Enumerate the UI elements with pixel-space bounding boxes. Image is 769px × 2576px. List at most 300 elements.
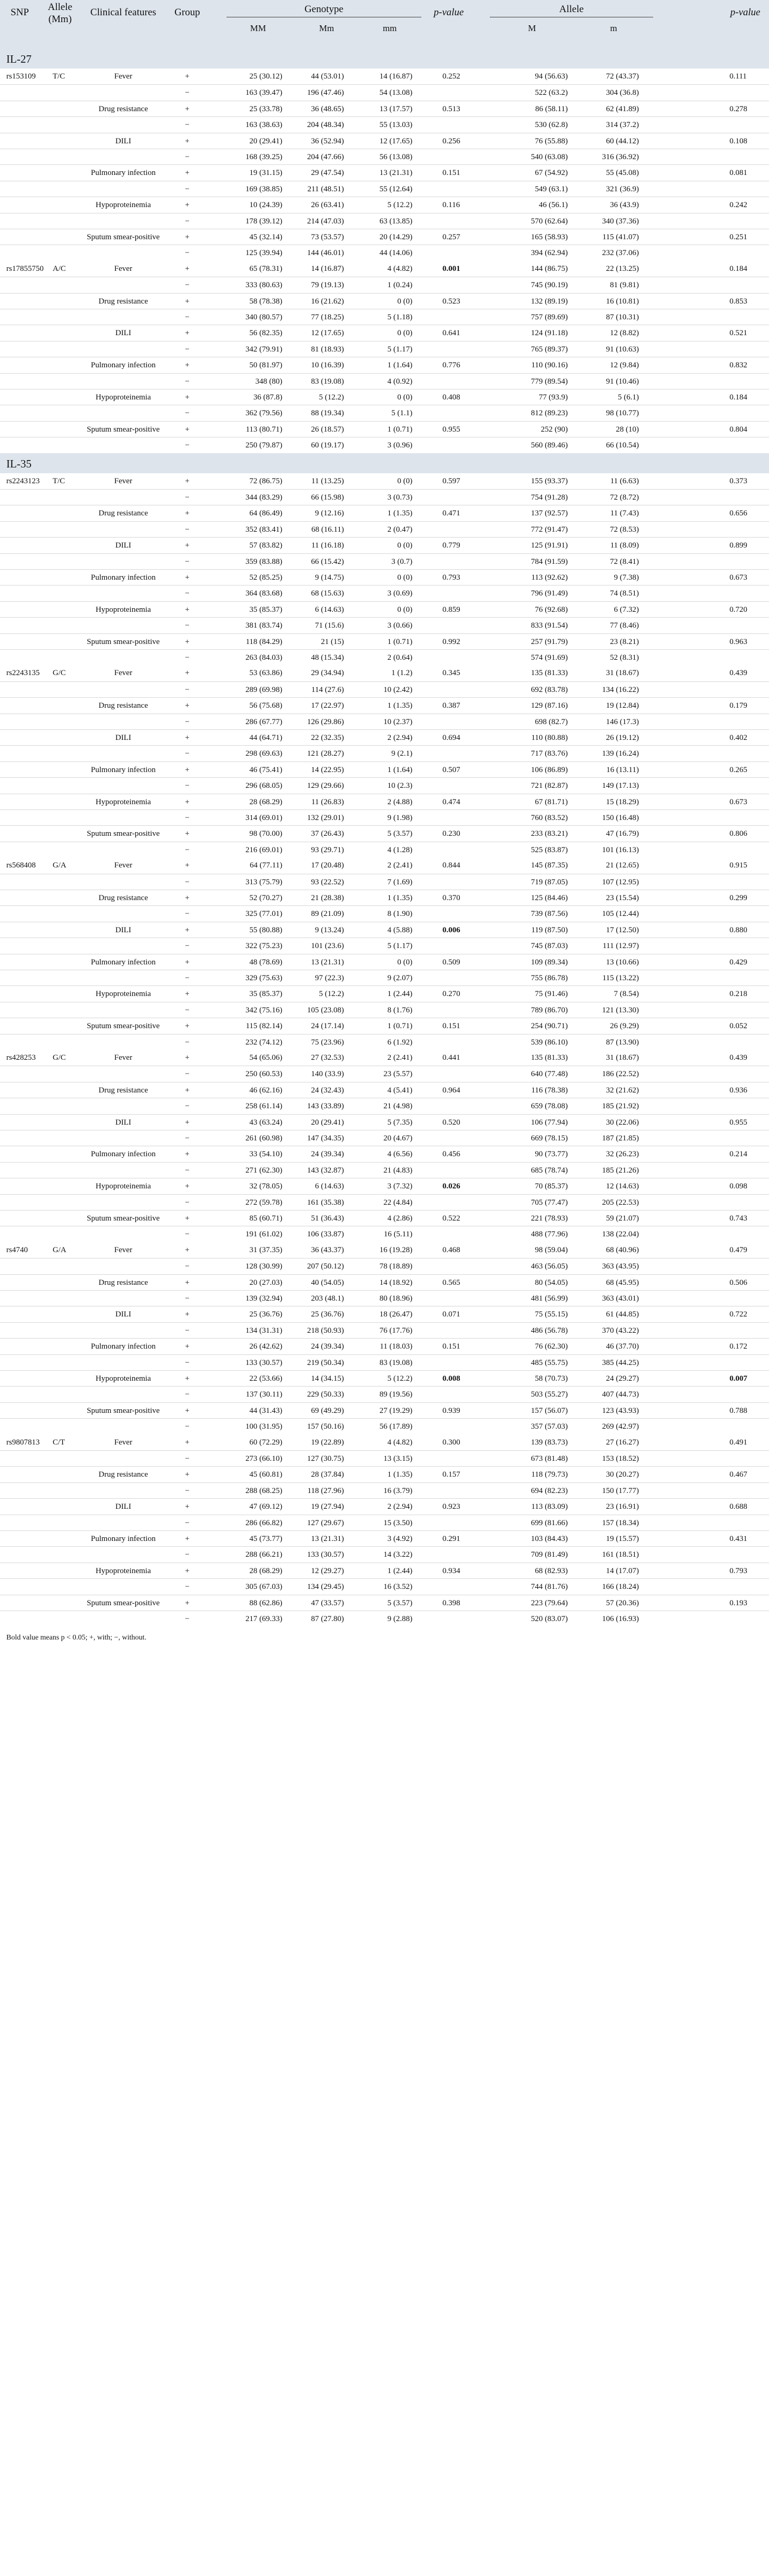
genotype-Mm: 22 (32.35) xyxy=(311,734,344,742)
allele-pvalue: 0.172 xyxy=(729,1342,747,1351)
allele-M: 67 (54.92) xyxy=(535,169,568,177)
genotype-MM: 381 (83.74) xyxy=(245,621,282,630)
allele-m: 123 (43.93) xyxy=(602,1407,639,1415)
table-row xyxy=(0,1611,769,1627)
genotype-MM: 45 (32.14) xyxy=(249,233,282,241)
genotype-MM: 272 (59.78) xyxy=(245,1198,282,1207)
table-row xyxy=(0,633,769,650)
genotype-Mm: 89 (21.09) xyxy=(311,910,344,918)
genotype-mm: 2 (2.94) xyxy=(387,1502,412,1511)
allele-M: 94 (56.63) xyxy=(535,72,568,81)
snp-id: rs4740 xyxy=(6,1246,28,1254)
table-row xyxy=(0,1178,769,1194)
allele-pvalue: 0.963 xyxy=(729,638,747,646)
table-row xyxy=(0,437,769,453)
allele-m: 11 (7.43) xyxy=(610,509,639,518)
genotype-Mm: 44 (53.01) xyxy=(311,72,344,81)
genotype-MM: 113 (80.71) xyxy=(245,425,282,434)
genotype-Mm: 129 (29.66) xyxy=(307,782,344,790)
header-mm: mm xyxy=(382,23,397,33)
group-sign: − xyxy=(185,686,190,694)
clinical-feature: Sputum smear-positive xyxy=(86,1022,160,1030)
allele-pvalue: 0.299 xyxy=(729,894,747,902)
allele-M: 463 (56.05) xyxy=(531,1262,568,1271)
genotype-Mm: 26 (63.41) xyxy=(311,201,344,209)
genotype-mm: 22 (4.84) xyxy=(383,1198,412,1207)
clinical-feature: Fever xyxy=(114,1438,133,1447)
genotype-pvalue: 0.513 xyxy=(442,105,460,113)
clinical-feature: Pulmonary infection xyxy=(91,169,156,177)
group-sign: − xyxy=(185,1198,190,1207)
allele-M: 116 (78.38) xyxy=(531,1086,568,1095)
table-row xyxy=(0,1482,769,1499)
allele-pvalue: 0.673 xyxy=(729,573,747,582)
group-sign: + xyxy=(185,1535,190,1543)
genotype-pvalue: 0.252 xyxy=(442,72,460,81)
genotype-MM: 137 (30.11) xyxy=(245,1390,282,1399)
allele-pvalue: 0.743 xyxy=(729,1214,747,1223)
allele-M: 76 (62.30) xyxy=(535,1342,568,1351)
clinical-feature: Hypoproteinemia xyxy=(95,393,151,402)
table-row xyxy=(0,585,769,601)
genotype-MM: 288 (68.25) xyxy=(245,1487,282,1495)
group-sign: − xyxy=(185,493,190,502)
allele-m: 23 (15.54) xyxy=(606,894,639,902)
group-sign: + xyxy=(185,541,190,550)
allele-M: 560 (89.46) xyxy=(531,441,568,450)
genotype-MM: 72 (86.75) xyxy=(249,477,282,485)
group-sign: + xyxy=(185,1214,190,1223)
allele-M: 784 (91.59) xyxy=(531,558,568,566)
allele-m: 47 (16.79) xyxy=(606,830,639,838)
genotype-Mm: 87 (27.80) xyxy=(311,1615,344,1623)
group-sign: + xyxy=(185,1086,190,1095)
group-sign: − xyxy=(185,121,190,129)
allele-pvalue: 0.184 xyxy=(729,265,747,273)
genotype-Mm: 14 (16.87) xyxy=(311,265,344,273)
allele-M: 132 (89.19) xyxy=(531,297,568,306)
genotype-mm: 11 (18.03) xyxy=(380,1342,412,1351)
allele-m: 314 (37.2) xyxy=(606,121,639,129)
group-sign: − xyxy=(185,1455,190,1463)
genotype-pvalue: 0.398 xyxy=(442,1599,460,1607)
genotype-MM: 26 (42.62) xyxy=(249,1342,282,1351)
allele-M: 113 (92.62) xyxy=(531,573,568,582)
genotype-Mm: 66 (15.98) xyxy=(311,493,344,502)
genotype-pvalue: 0.844 xyxy=(442,861,460,870)
table-row xyxy=(0,1210,769,1226)
clinical-feature: Hypoproteinemia xyxy=(95,1567,151,1575)
allele-m: 59 (21.07) xyxy=(606,1214,639,1223)
allele-m: 111 (12.97) xyxy=(603,942,639,950)
clinical-feature: Sputum smear-positive xyxy=(86,638,160,646)
header-allele-group: Allele xyxy=(559,4,584,15)
genotype-Mm: 27 (32.53) xyxy=(311,1053,344,1062)
genotype-MM: 44 (31.43) xyxy=(249,1407,282,1415)
genotype-MM: 322 (75.23) xyxy=(245,942,282,950)
genotype-Mm: 196 (47.46) xyxy=(307,89,344,97)
genotype-mm: 2 (0.47) xyxy=(387,525,412,534)
genotype-MM: 35 (85.37) xyxy=(249,990,282,998)
allele-m: 363 (43.01) xyxy=(602,1294,639,1303)
clinical-feature: Drug resistance xyxy=(98,701,148,710)
group-sign: + xyxy=(185,1279,190,1287)
genotype-MM: 261 (60.98) xyxy=(245,1134,282,1143)
table-row xyxy=(0,617,769,633)
genotype-mm: 9 (2.88) xyxy=(387,1615,412,1623)
genotype-pvalue: 0.291 xyxy=(442,1535,460,1543)
genotype-MM: 100 (31.95) xyxy=(245,1422,282,1431)
allele-m: 185 (21.26) xyxy=(602,1166,639,1175)
genotype-mm: 1 (1.35) xyxy=(387,894,412,902)
allele-code: G/A xyxy=(53,1246,66,1254)
genotype-pvalue: 0.257 xyxy=(442,233,460,241)
genotype-Mm: 40 (54.05) xyxy=(311,1279,344,1287)
allele-pvalue: 0.265 xyxy=(729,766,747,774)
header-MM: MM xyxy=(250,23,267,33)
table-row xyxy=(0,149,769,165)
group-sign: + xyxy=(185,861,190,870)
genotype-MM: 362 (79.56) xyxy=(245,409,282,417)
allele-m: 16 (13.11) xyxy=(606,766,639,774)
group-sign: − xyxy=(185,1294,190,1303)
genotype-Mm: 127 (29.67) xyxy=(307,1519,344,1527)
genotype-mm: 1 (1.35) xyxy=(387,1470,412,1479)
table-row xyxy=(0,809,769,826)
genotype-pvalue: 0.151 xyxy=(442,169,460,177)
genotype-MM: 50 (81.97) xyxy=(249,361,282,369)
genotype-Mm: 71 (15.6) xyxy=(315,621,344,630)
clinical-feature: Pulmonary infection xyxy=(91,361,156,369)
genotype-mm: 0 (0) xyxy=(397,329,412,337)
group-sign: − xyxy=(185,1550,190,1559)
allele-m: 36 (43.9) xyxy=(610,201,639,209)
allele-m: 57 (20.36) xyxy=(606,1599,639,1607)
table-row xyxy=(0,1146,769,1162)
genotype-MM: 85 (60.71) xyxy=(249,1214,282,1223)
genotype-Mm: 29 (47.54) xyxy=(311,169,344,177)
table-row xyxy=(0,245,769,261)
clinical-feature: Pulmonary infection xyxy=(91,573,156,582)
genotype-Mm: 9 (12.16) xyxy=(315,509,344,518)
group-sign: − xyxy=(185,1359,190,1367)
genotype-Mm: 36 (43.37) xyxy=(311,1246,344,1254)
group-sign: − xyxy=(185,1615,190,1623)
genotype-mm: 20 (14.29) xyxy=(379,233,412,241)
allele-M: 124 (91.18) xyxy=(531,329,568,337)
allele-m: 205 (22.53) xyxy=(602,1198,639,1207)
genotype-Mm: 11 (13.25) xyxy=(311,477,344,485)
allele-M: 70 (85.37) xyxy=(535,1182,568,1191)
genotype-Mm: 5 (12.2) xyxy=(319,990,344,998)
group-sign: + xyxy=(185,766,190,774)
allele-m: 157 (18.34) xyxy=(602,1519,639,1527)
clinical-feature: Sputum smear-positive xyxy=(86,425,160,434)
group-sign: + xyxy=(185,329,190,337)
allele-m: 19 (12.84) xyxy=(606,701,639,710)
genotype-Mm: 211 (48.51) xyxy=(307,185,344,193)
genotype-mm: 21 (4.98) xyxy=(383,1102,412,1110)
genotype-pvalue: 0.468 xyxy=(442,1246,460,1254)
genotype-mm: 16 (3.79) xyxy=(383,1487,412,1495)
genotype-pvalue: 0.923 xyxy=(442,1502,460,1511)
genotype-pvalue: 0.370 xyxy=(442,894,460,902)
clinical-feature: DILI xyxy=(115,541,131,550)
allele-M: 525 (83.87) xyxy=(531,846,568,854)
table-row xyxy=(0,473,769,489)
genotype-mm: 1 (0.71) xyxy=(387,1022,412,1030)
genotype-mm: 0 (0) xyxy=(397,477,412,485)
group-sign: + xyxy=(185,894,190,902)
genotype-Mm: 203 (48.1) xyxy=(311,1294,344,1303)
allele-m: 68 (40.96) xyxy=(606,1246,639,1254)
allele-pvalue: 0.439 xyxy=(729,669,747,677)
table-row xyxy=(0,1354,769,1371)
allele-M: 165 (58.93) xyxy=(531,233,568,241)
allele-m: 16 (10.81) xyxy=(606,297,639,306)
group-sign: − xyxy=(185,1134,190,1143)
genotype-pvalue: 0.934 xyxy=(442,1567,460,1575)
allele-M: 68 (82.93) xyxy=(535,1567,568,1575)
genotype-Mm: 51 (36.43) xyxy=(311,1214,344,1223)
table-row xyxy=(0,569,769,586)
genotype-Mm: 121 (28.27) xyxy=(307,749,344,758)
allele-m: 101 (16.13) xyxy=(602,846,639,854)
group-sign: − xyxy=(185,1166,190,1175)
genotype-Mm: 19 (27.94) xyxy=(311,1502,344,1511)
group-sign: − xyxy=(185,814,190,822)
allele-M: 721 (82.87) xyxy=(531,782,568,790)
group-sign: + xyxy=(185,509,190,518)
genotype-pvalue: 0.964 xyxy=(442,1086,460,1095)
group-sign: + xyxy=(185,798,190,806)
genotype-Mm: 66 (15.42) xyxy=(311,558,344,566)
genotype-Mm: 19 (22.89) xyxy=(311,1438,344,1447)
allele-m: 72 (8.72) xyxy=(610,493,639,502)
allele-pvalue: 0.722 xyxy=(729,1310,747,1319)
genotype-pvalue: 0.441 xyxy=(442,1053,460,1062)
allele-pvalue: 0.431 xyxy=(729,1535,747,1543)
clinical-feature: Pulmonary infection xyxy=(91,958,156,967)
allele-code: G/C xyxy=(53,1053,66,1062)
allele-pvalue: 0.108 xyxy=(729,137,747,145)
genotype-Mm: 60 (19.17) xyxy=(311,441,344,450)
genotype-MM: 56 (82.35) xyxy=(249,329,282,337)
clinical-feature: Fever xyxy=(114,265,133,273)
clinical-feature: Sputum smear-positive xyxy=(86,1214,160,1223)
allele-M: 125 (84.46) xyxy=(531,894,568,902)
allele-pvalue: 0.804 xyxy=(729,425,747,434)
clinical-feature: Sputum smear-positive xyxy=(86,1407,160,1415)
allele-M: 698 (82.7) xyxy=(535,718,568,726)
allele-pvalue: 0.656 xyxy=(729,509,747,518)
genotype-mm: 3 (7.32) xyxy=(387,1182,412,1191)
allele-M: 357 (57.03) xyxy=(531,1422,568,1431)
group-sign: + xyxy=(185,1502,190,1511)
table-row xyxy=(0,777,769,794)
group-sign: + xyxy=(185,425,190,434)
genotype-pvalue: 0.008 xyxy=(442,1374,460,1383)
header-allele: Allele xyxy=(47,2,73,13)
table-row xyxy=(0,133,769,149)
table-row xyxy=(0,1370,769,1387)
genotype-mm: 13 (3.15) xyxy=(383,1455,412,1463)
genotype-mm: 56 (13.08) xyxy=(379,153,412,161)
genotype-Mm: 73 (53.57) xyxy=(311,233,344,241)
table-row xyxy=(0,857,769,873)
allele-M: 659 (78.08) xyxy=(531,1102,568,1110)
genotype-pvalue: 0.522 xyxy=(442,1214,460,1223)
table-row xyxy=(0,985,769,1002)
allele-code: G/A xyxy=(53,861,66,870)
genotype-Mm: 24 (39.34) xyxy=(311,1150,344,1158)
table-row xyxy=(0,762,769,778)
group-sign: − xyxy=(185,153,190,161)
allele-M: 157 (56.07) xyxy=(531,1407,568,1415)
allele-M: 221 (78.93) xyxy=(531,1214,568,1223)
table-row xyxy=(0,1162,769,1178)
genotype-mm: 3 (0.69) xyxy=(387,589,412,598)
allele-m: 23 (16.91) xyxy=(606,1502,639,1511)
allele-m: 187 (21.85) xyxy=(602,1134,639,1143)
snp-id: rs2243135 xyxy=(6,669,40,677)
genotype-Mm: 16 (21.62) xyxy=(311,297,344,306)
group-sign: − xyxy=(185,653,190,662)
genotype-MM: 168 (39.25) xyxy=(245,153,282,161)
group-sign: + xyxy=(185,169,190,177)
genotype-mm: 44 (14.06) xyxy=(379,249,412,257)
allele-M: 699 (81.66) xyxy=(531,1519,568,1527)
allele-m: 87 (13.90) xyxy=(606,1038,639,1047)
allele-M: 745 (90.19) xyxy=(531,281,568,289)
genotype-MM: 352 (83.41) xyxy=(245,525,282,534)
genotype-MM: 296 (68.05) xyxy=(245,782,282,790)
allele-M: 129 (87.16) xyxy=(531,701,568,710)
clinical-feature: Sputum smear-positive xyxy=(86,233,160,241)
group-sign: − xyxy=(185,1583,190,1591)
genotype-Mm: 106 (33.87) xyxy=(307,1230,344,1238)
clinical-feature: Drug resistance xyxy=(98,1279,148,1287)
genotype-MM: 289 (69.98) xyxy=(245,686,282,694)
allele-M: 77 (93.9) xyxy=(539,393,568,402)
genotype-pvalue: 0.694 xyxy=(442,734,460,742)
genotype-MM: 47 (69.12) xyxy=(249,1502,282,1511)
genotype-mm: 14 (18.92) xyxy=(379,1279,412,1287)
genotype-Mm: 93 (22.52) xyxy=(311,878,344,886)
genotype-mm: 5 (12.2) xyxy=(387,1374,412,1383)
table-row xyxy=(0,1290,769,1306)
group-sign: + xyxy=(185,1470,190,1479)
allele-m: 22 (13.25) xyxy=(606,265,639,273)
section-header-1 xyxy=(0,453,769,473)
genotype-mm: 4 (4.82) xyxy=(387,265,412,273)
genotype-Mm: 140 (33.9) xyxy=(311,1070,344,1078)
group-sign: − xyxy=(185,313,190,321)
table-row xyxy=(0,697,769,714)
group-sign: + xyxy=(185,1599,190,1607)
allele-M: 75 (55.15) xyxy=(535,1310,568,1319)
genotype-pvalue: 0.793 xyxy=(442,573,460,582)
genotype-MM: 178 (39.12) xyxy=(245,217,282,226)
allele-m: 19 (15.57) xyxy=(606,1535,639,1543)
group-sign: + xyxy=(185,1407,190,1415)
allele-m: 7 (8.54) xyxy=(614,990,639,998)
group-sign: + xyxy=(185,105,190,113)
group-sign: − xyxy=(185,525,190,534)
genotype-mm: 1 (1.64) xyxy=(387,766,412,774)
genotype-MM: 342 (75.16) xyxy=(245,1006,282,1014)
genotype-mm: 0 (0) xyxy=(397,297,412,306)
genotype-mm: 9 (1.98) xyxy=(387,814,412,822)
table-row xyxy=(0,842,769,858)
group-sign: − xyxy=(185,249,190,257)
genotype-mm: 5 (7.35) xyxy=(387,1118,412,1127)
genotype-Mm: 13 (21.31) xyxy=(311,1535,344,1543)
clinical-feature: Hypoproteinemia xyxy=(95,1182,151,1191)
header-Mm: Mm xyxy=(319,23,334,33)
header-genotype: Genotype xyxy=(304,4,343,15)
table-row xyxy=(0,505,769,521)
allele-m: 21 (12.65) xyxy=(606,861,639,870)
genotype-pvalue: 0.001 xyxy=(442,265,460,273)
allele-pvalue: 0.111 xyxy=(729,72,747,81)
table-row xyxy=(0,1450,769,1467)
clinical-feature: DILI xyxy=(115,1118,131,1127)
genotype-pvalue: 0.565 xyxy=(442,1279,460,1287)
allele-pvalue: 0.899 xyxy=(729,541,747,550)
allele-M: 570 (62.64) xyxy=(531,217,568,226)
table-row xyxy=(0,890,769,906)
snp-id: rs9807813 xyxy=(6,1438,40,1447)
group-sign: − xyxy=(185,377,190,386)
genotype-Mm: 26 (18.57) xyxy=(311,425,344,434)
group-sign: − xyxy=(185,345,190,354)
allele-m: 61 (44.85) xyxy=(606,1310,639,1319)
genotype-MM: 258 (61.14) xyxy=(245,1102,282,1110)
allele-pvalue: 0.439 xyxy=(729,1053,747,1062)
genotype-MM: 36 (87.8) xyxy=(253,393,282,402)
genotype-mm: 2 (4.88) xyxy=(387,798,412,806)
genotype-MM: 25 (33.78) xyxy=(249,105,282,113)
allele-m: 6 (7.32) xyxy=(614,606,639,614)
genotype-MM: 359 (83.88) xyxy=(245,558,282,566)
genotype-MM: 163 (38.63) xyxy=(245,121,282,129)
table-row xyxy=(0,938,769,954)
allele-code: T/C xyxy=(53,477,65,485)
allele-m: 304 (36.8) xyxy=(606,89,639,97)
table-row xyxy=(0,1130,769,1146)
allele-M: 488 (77.96) xyxy=(531,1230,568,1238)
genotype-pvalue: 0.939 xyxy=(442,1407,460,1415)
table-row xyxy=(0,1578,769,1595)
genotype-Mm: 21 (15) xyxy=(321,638,344,646)
allele-M: 98 (59.04) xyxy=(535,1246,568,1254)
allele-m: 28 (10) xyxy=(616,425,639,434)
table-row xyxy=(0,1050,769,1066)
allele-M: 223 (79.64) xyxy=(531,1599,568,1607)
genotype-pvalue: 0.641 xyxy=(442,329,460,337)
group-sign: − xyxy=(185,1038,190,1047)
allele-m: 13 (10.66) xyxy=(606,958,639,967)
allele-m: 186 (22.52) xyxy=(602,1070,639,1078)
clinical-feature: Hypoproteinemia xyxy=(95,990,151,998)
genotype-Mm: 81 (18.93) xyxy=(311,345,344,354)
group-sign: + xyxy=(185,669,190,677)
allele-M: 530 (62.8) xyxy=(535,121,568,129)
genotype-pvalue: 0.408 xyxy=(442,393,460,402)
genotype-MM: 32 (78.05) xyxy=(249,1182,282,1191)
group-sign: + xyxy=(185,1310,190,1319)
